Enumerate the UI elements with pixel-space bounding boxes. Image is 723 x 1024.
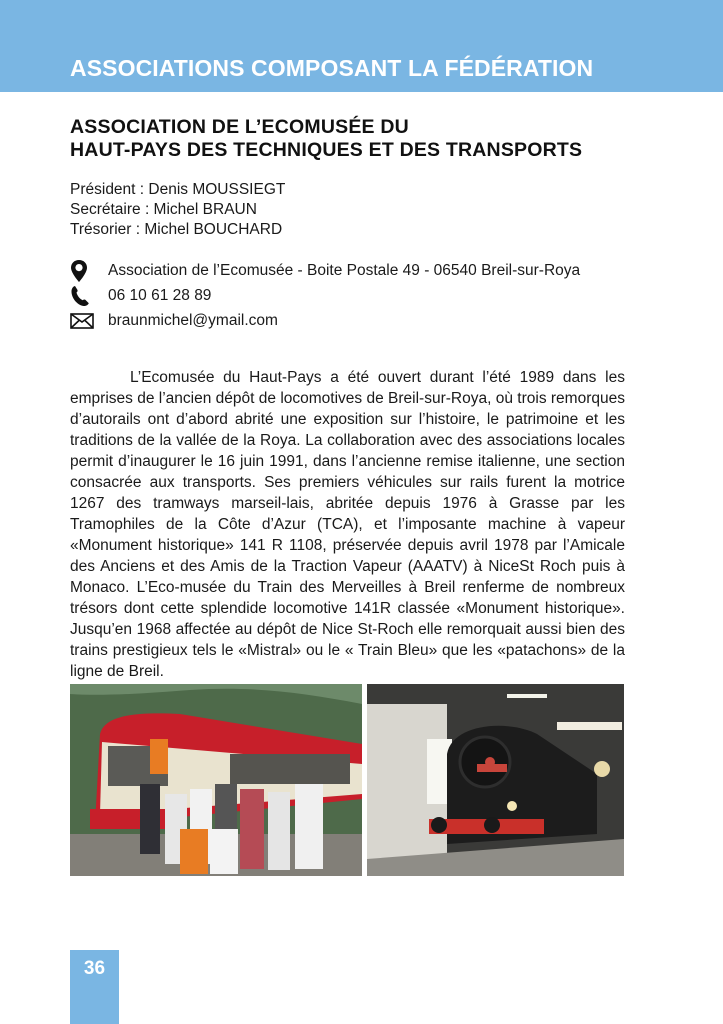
officers-list <box>70 180 285 240</box>
header-band <box>0 0 723 92</box>
map-pin-icon <box>70 259 98 283</box>
envelope-icon <box>70 313 98 329</box>
phone-text: 06 10 61 28 89 <box>108 286 212 304</box>
officer-secretary: Secrétaire : Michel BRAUN <box>70 201 257 218</box>
association-title-line-1: ASSOCIATION DE L’ECOMUSÉE DU <box>70 116 409 138</box>
association-title-line-2: HAUT-PAYS DES TECHNIQUES ET DES TRANSPORTS <box>70 139 583 161</box>
association-title <box>70 116 582 162</box>
address-text: Association de l’Ecomusée - Boite Postale 49 - 06540 Breil-sur-Roya <box>108 261 581 279</box>
contact-email <box>70 308 580 333</box>
phone-icon <box>70 285 98 307</box>
email-link[interactable]: braunmichel@ymail.com <box>108 311 278 329</box>
contact-address <box>70 258 580 283</box>
officer-treasurer: Trésorier : Michel BOUCHARD <box>70 221 283 238</box>
section-title: ASSOCIATIONS COMPOSANT LA FÉDÉRATION <box>70 55 594 81</box>
contact-phone <box>70 283 580 308</box>
description-paragraph: L’Ecomusée du Haut-Pays a été ouvert durant l’été 1989 dans les emprises de l’ancien dépôt de locomotives de Breil-sur-Roya, où trois remorques d’autorails ont d’abord abrité une exposition sur l’histoire, le patrimoine et les traditions de la vallée de la Roya. La collaboration avec des associations locales permit d’inaugurer le 16 juin 1991, dans l’ancienne remise italienne, une section consacrée aux transports. Ses premiers véhicules sur rails furent la motrice 1267 des tramways marseil-lais, abritée depuis 1976 à Grasse par les Tramophiles de la Côte d’Azur (TCA), et l’imposante machine à vapeur «Monument historique» 141 R 1108, préservée depuis avril 1978 par l’Amicale des Anciens et des Amis de la Traction Vapeur (AAATV) à NiceSt Roch puis à Monaco. L’Eco-musée du Train des Merveilles à Breil renferme de nombreux trésors dont cette splendide locomotive 141R classée «Monument historique». Jusqu’en 1968 affectée au dépôt de Nice St-Roch elle remorquait aussi bien des trains prestigieux tels le «Mistral» ou le « Train Bleu» que les «patachons» de la ligne de Breil. <box>70 368 625 680</box>
page-number-box <box>70 950 119 1024</box>
page-number: 36 <box>83 958 106 979</box>
photo-steam-locomotive <box>367 684 624 876</box>
photo-group-railcar <box>70 684 362 876</box>
contact-block <box>70 258 580 333</box>
officer-president: Président : Denis MOUSSIEGT <box>70 181 286 198</box>
